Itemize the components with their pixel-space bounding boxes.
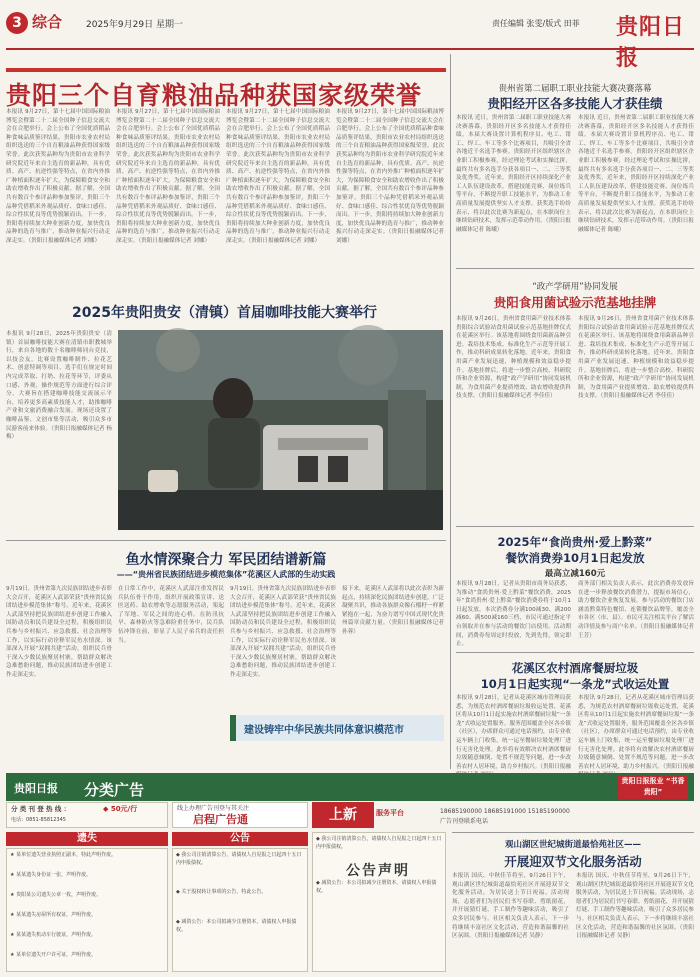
militia-body-col1: 9月19日，贵州省第九次民族团结进步表彰大会召开，花溪区人武部荣获“贵州省民族团结进步模范集体”称号。近年来，花溪区人武部坚持把民族团结进步创建工作融入国防动员和民兵建设全过程，积极组织民兵参与乡村振兴、应急救援、社会治理等工作，以实际行动诠释军民鱼水情深。该部深入开展“双拥共建”活动，组织民兵骨干深入少数民族聚居村寨，帮助群众解决急难愁盼问题，推动民族团结进步创建工作走深走实。: [6, 586, 112, 678]
militia-body-col2: 在日常工作中，花溪区人武部注重发挥民兵队伍骨干作用，组织开展政策宣讲、送医送药、助农增收等志愿服务活动，架起了军地、军民之间的连心桥。在防汛抗旱、森林防火等急难险重任务中，民兵队伍冲锋在前，彰显了人民子弟兵的责任担当。: [118, 586, 224, 644]
top-story-body-col2: 本报讯 9月27日，第十七届中国国际粮油博览会暨第二十二届全国种子信息交流大会在合肥举行。会上公布了全国优质稻品种食味品质鉴评结果，贵阳市农业农村局组织选送的三个自育粮油品种获得国家级荣誉。此次获奖品种均为贵阳市农业科学研究院近年来自主选育的新品种，具有优质、高产、抗逆性强等特点，在省内外推广种植面积逐年扩大，为保障粮食安全和助农增收作出了积极贡献。据了解，全国共有数百个参评品种参加鉴评，贵阳三个品种凭借稻米外观品质好、食味口感佳、综合性状优良等优势脱颖而出。下一步，贵阳将持续加大种业创新力度，加快优良品种的选育与推广，推动种业振兴行动走深走实。（贵阳日报融媒体记者 刘娜）: [116, 109, 220, 244]
militia-headline: 鱼水情深聚合力 军民团结谱新篇: [125, 552, 327, 568]
divider: [456, 526, 694, 527]
industry-body-col2: 本报讯 近日，贵州省第二届职工职业技能大赛决赛落幕，贵阳经开区多名技能人才获得佳绩。本届大赛设置计算机程序员、电工、钳工、焊工、车工等多个比赛项目，共吸引全省各地近千名选手参赛。贵阳经开区组织辖区企业职工积极参赛，经过理论考试和实操比拼，最终共有多名选手分获各项目一、二、三等奖及优秀奖。近年来，贵阳经开区持续深化产业工人队伍建设改革，搭建技能竞赛、岗位练兵等平台，不断提升职工技能水平，为推动工业高质量发展提供坚实人才支撑。获奖选手纷纷表示，将以此次比赛为新起点，在本职岗位上继续钻研技术，发挥示范带动作用。（贵阳日报融媒体记者 陈曦）: [578, 115, 694, 233]
industry-kicker: 贵州省第二届职工职业技能大赛决赛落幕: [498, 84, 652, 94]
new-service-sub: 服务平台: [376, 809, 404, 817]
headline-bar: [6, 68, 446, 72]
lost-notice-6: ★ 某单位遗失开户许可证，声明作废。: [10, 952, 97, 958]
lost-notice-3: ★ 贵阳某公司遗失公章一枚，声明作废。: [10, 892, 102, 898]
page-header: [6, 6, 694, 71]
issue-date: 2025年9月29日 星期一: [86, 20, 183, 30]
unity-banner-text: 建设铸牢中华民族共同体意识模范市: [244, 725, 404, 736]
food-subhead: 最高立减160元: [544, 569, 606, 579]
lost-notice-5: ★ 某某遗失机动车行驶证，声明作废。: [10, 932, 97, 938]
banquet-body-col2: 本报讯 9月28日，记者从花溪区城市管理局获悉，为规范农村酒席餐厨垃圾收运处置，花溪区将从10月1日起实施农村酒席餐厨垃圾“一条龙”式收运处置服务。服务范围覆盖全区各乡镇（社区），办席群众可通过电话预约，由专业收运车辆上门收集，统一运至餐厨垃圾处理厂进行无害化处理。此举将有效解决农村酒席餐厨垃圾随意倾倒、处置不规范等问题，进一步改善农村人居环境，助力乡村振兴。（贵阳日报融: [578, 695, 694, 770]
coffee-headline: 2025年贵阳贵安（清镇）首届咖啡技能大赛举行: [72, 305, 377, 321]
editor-credits: 责任编辑 张雯/版式 田菲: [492, 19, 580, 28]
public-notice-title: 公告声明: [346, 863, 410, 879]
top-story-body-col3: 本报讯 9月27日，第十七届中国国际粮油博览会暨第二十二届全国种子信息交流大会在合肥举行。会上公布了全国优质稻品种食味品质鉴评结果，贵阳市农业农村局组织选送的三个自育粮油品种获得国家级荣誉。此次获奖品种均为贵阳市农业科学研究院近年来自主选育的新品种，具有优质、高产、抗逆性强等特点，在省内外推广种植面积逐年扩大，为保障粮食安全和助农增收作出了积极贡献。据了解，全国共有数百个参评品种参加鉴评，贵阳三个品种凭借稻米外观品质好、食味口感佳、综合性状优良等优势脱颖而出。下一步，贵阳将持续加大种业创新力度，加快优良品种的选育与推广，推动种业振兴行动走深走实。（贵阳日报融媒体记者 刘娜）: [226, 109, 330, 244]
coffee-band: [6, 302, 443, 326]
unity-banner: [230, 715, 444, 741]
lost-header: 遗失: [6, 832, 168, 846]
notice-3: ◆ 减资公告：本公司拟减少注册资本，请债权人申报债权。: [176, 919, 297, 933]
new-service-box[interactable]: 上新: [312, 802, 374, 828]
notice-column: [172, 848, 308, 972]
coffee-photo: [118, 330, 443, 530]
notice-2: ◆ 关于股权转让事项的公告，特此公告。: [176, 889, 267, 895]
ad-platform-box[interactable]: [172, 802, 308, 828]
divider: [452, 832, 694, 833]
price-label: ◆ 50元/行: [103, 805, 138, 813]
fungus-headline: 贵阳食用菌试验示范基地挂牌: [493, 295, 657, 310]
reading-promo[interactable]: 贵阳日报报业 “书香贵阳”: [618, 775, 688, 799]
banquet-headline-1: 花溪区农村酒席餐厨垃圾: [511, 661, 639, 675]
notice-1: ◆ 我公司注销清算公告，请债权人自见报之日起四十五日内申报债权。: [176, 852, 302, 866]
food-body-col1: 本报讯 9月28日，记者从贵阳市商务局获悉，为推动“食尚贵州·爱上黔菜”餐饮消费，2025年“食尚贵州·爱上黔菜”餐饮消费券将于10月1日起发放。本次消费券分满100减30、满200减60、满500减160三档，市民可通过指定平台领取并在参与活动的餐饮门店使用。活动期间，消费券每周定时投放，先到先得，领完即止。: [456, 581, 571, 648]
industry-headline: 贵阳经开区各多技能人才获佳绩: [487, 96, 663, 111]
apply-label: 广告刊登联系电话: [440, 818, 489, 825]
food-kicker: 2025年“食尚贵州·爱上黔菜”: [497, 535, 653, 549]
page-number: 3: [6, 12, 28, 34]
platform-slogan: 启程广告通: [193, 813, 248, 826]
classified-phone-box: [6, 802, 168, 828]
fungus-kicker: “政产学研用”协同发展: [532, 282, 618, 292]
fungus-body-col1: 本报讯 9月26日，贵州省食用菌产业技术体系贵阳综合试验站食用菌试验示范基地挂牌仪式在花溪区举行。该基地将围绕食用菌新品种引进、栽培技术集成、标准化生产示范等开展工作，推动科研成果转化落地。近年来，贵阳食用菌产业发展迅速，种植规模和效益稳步提升。基地挂牌后，将进一步整合高校、科研院所和企业资源，构建“政产学研用”协同发展机制，为食用菌产业提质增效、助农增收提供科技支撑。（贵阳日报融媒体记者 李佳佳）: [456, 316, 571, 400]
classified-logo: 贵阳日报: [14, 782, 58, 795]
lost-notices: [6, 848, 168, 972]
community-body-col1: 本报讯 国庆、中秋佳节将至，9月26日下午，观山湖区世纪城街道最恰苑社区开展迎双节文化服务活动，为居民送上节日祝福。活动现场，志愿者们为居民们书写春联、剪纸窗花，并开展猜灯谜、手工制作等趣味活动，吸引了众多居民参与。社区相关负责人表示，下一步将继续丰富社区文化活动，营造和谐温馨的社区氛围。（贵阳日报融媒体记者 吴静）: [452, 873, 569, 940]
classified-header: [6, 773, 694, 801]
food-headline: 餐饮消费券10月1日起发放: [505, 551, 645, 565]
banquet-body-col1: 本报讯 9月28日，记者从花溪区城市管理局获悉，为规范农村酒席餐厨垃圾收运处置，花溪区将从10月1日起实施农村酒席餐厨垃圾“一条龙”式收运处置服务。服务范围覆盖全区各乡镇（社区），办席群众可通过电话预约，由专业收运车辆上门收集，统一运至餐厨垃圾处理厂进行无害化处理。此举将有效解决农村酒席餐厨垃圾随意倾倒、处置不规范等问题，进一步改善农村人居环境，助力乡村振兴。（贵阳日报融: [456, 695, 571, 770]
fungus-body-col2: 本报讯 9月26日，贵州省食用菌产业技术体系贵阳综合试验站食用菌试验示范基地挂牌仪式在花溪区举行。该基地将围绕食用菌新品种引进、栽培技术集成、标准化生产示范等开展工作，推动科研成果转化落地。近年来，贵阳食用菌产业发展迅速，种植规模和效益稳步提升。基地挂牌后，将进一步整合高校、科研院所和企业资源，构建“政产学研用”协同发展机制，为食用菌产业提质增效、助农增收提供科技支撑。（贵阳日报融媒体记者 李佳佳）: [578, 316, 694, 400]
lost-notice-4: ★ 某某遗失房屋所有权证，声明作废。: [10, 912, 97, 918]
top-headline: 贵阳三个自育粮油品种获国家级荣誉: [6, 81, 423, 110]
phone-list: 18685190000 18685191000 15185190000: [440, 808, 570, 815]
militia-body-col3: 9月19日，贵州省第九次民族团结进步表彰大会召开，花溪区人武部荣获“贵州省民族团结进步模范集体”称号。近年来，花溪区人武部坚持把民族团结进步创建工作融入国防动员和民兵建设全过程，积极组织民兵参与乡村振兴、应急救援、社会治理等工作，以实际行动诠释军民鱼水情深。该部深入开展“双拥共建”活动，组织民兵骨干深入少数民族聚居村寨，帮助群众解决急难愁盼问题，推动民族团结进步创建工作走深走实。: [230, 586, 336, 678]
public-notice-top: ◆ 我公司注销清算公告，请债权人自见报之日起四十五日内申报债权。: [316, 836, 442, 850]
section-name: 综合: [32, 13, 63, 31]
banquet-headline-2: 10月1日起实现“一条龙”式收运处置: [480, 677, 670, 691]
top-story-body-col1: 本报讯 9月27日，第十七届中国国际粮油博览会暨第二十二届全国种子信息交流大会在合肥举行。会上公布了全国优质稻品种食味品质鉴评结果，贵阳市农业农村局组织选送的三个自育粮油品种获得国家级荣誉。此次获奖品种均为贵阳市农业科学研究院近年来自主选育的新品种，具有优质、高产、抗逆性强等特点，在省内外推广种植面积逐年扩大，为保障粮食安全和助农增收作出了积极贡献。据了解，全国共有数百个参评品种参加鉴评，贵阳三个品种凭借稻米外观品质好、食味口感佳、综合性状优良等优势脱颖而出。下一步，贵阳将持续加大种业创新力度，加快优良品种的选育与推广，推动种业振兴行动走深走实。（贵阳日报融媒体记者 刘娜）: [6, 109, 110, 244]
community-body-col2: 本报讯 国庆、中秋佳节将至，9月26日下午，观山湖区世纪城街道最恰苑社区开展迎双节文化服务活动，为居民送上节日祝福。活动现场，志愿者们为居民们书写春联、剪纸窗花，并开展猜灯谜、手工制作等趣味活动，吸引了众多居民参与。社区相关负责人表示，下一步将继续丰富社区文化活动，营造和谐温馨的社区氛围。（贵阳日报融媒体记者 吴静）: [576, 873, 694, 940]
divider: [456, 268, 694, 269]
top-story-body-col4: 本报讯 9月27日，第十七届中国国际粮油博览会暨第二十二届全国种子信息交流大会在合肥举行。会上公布了全国优质稻品种食味品质鉴评结果，贵阳市农业农村局组织选送的三个自育粮油品种获得国家级荣誉。此次获奖品种均为贵阳市农业科学研究院近年来自主选育的新品种，具有优质、高产、抗逆性强等特点，在省内外推广种植面积逐年扩大，为保障粮食安全和助农增收作出了积极贡献。据了解，全国共有数百个参评品种参加鉴评，贵阳三个品种凭借稻米外观品质好、食味口感佳、综合性状优良等优势脱颖而出。下一步，贵阳将持续加大种业创新力度，加快优良品种的选育与推广，推动种业振兴行动走深走实。（贵阳日报融媒体记者 刘娜）: [336, 109, 444, 244]
militia-body-col4: 接下来，花溪区人武部将以此次表彰为新起点，持续深化民族团结进步创建，广泛凝聚共识，推动各族群众像石榴籽一样紧紧抱在一起，为奋力谱写中国式现代化贵州篇章贡献力量。（贵阳日报融媒体记者 孙蓉）: [342, 586, 444, 635]
industry-body-col1: 本报讯 近日，贵州省第二届职工职业技能大赛决赛落幕，贵阳经开区多名技能人才获得佳绩。本届大赛设置计算机程序员、电工、钳工、焊工、车工等多个比赛项目，共吸引全省各地近千名选手参赛。贵阳经开区组织辖区企业职工积极参赛，经过理论考试和实操比拼，最终共有多名选手分获各项目一、二、三等奖及优秀奖。近年来，贵阳经开区持续深化产业工人队伍建设改革，搭建技能竞赛、岗位练兵等平台，不断提升职工技能水平，为推动工业高质量发展提供坚实人才支撑。获奖选手纷纷表示，将以此次比赛为新起点，在本职岗位上继续钻研技术，发挥示范带动作用。（贵阳日报融媒体记者 陈曦）: [456, 115, 571, 233]
classified-title: 分类广告: [84, 781, 145, 799]
phone-label: 分 类 刊 登 热 线 ：: [11, 805, 71, 813]
public-notice-body: ◆ 减资公告：本公司拟减少注册资本，请债权人申报债权。: [316, 880, 437, 894]
divider: [6, 540, 446, 541]
photo-caption: 参赛选手正在制作咖啡。: [314, 522, 370, 528]
community-headline: 开展迎双节文化服务活动: [504, 854, 642, 869]
community-kicker: 观山湖区世纪城街道最恰苑社区——: [504, 840, 641, 850]
newspaper-logo: 贵阳日报: [616, 14, 686, 71]
lost-notice-2: ★ 某某遗失身份证一张，声明作废。: [10, 872, 92, 878]
contact-phone: 电话：0851-85812345: [11, 817, 66, 823]
divider: [456, 652, 694, 653]
coffee-body: 本报讯 9月28日，2025年贵阳贵安（清镇）首届咖啡技能大赛在清镇市职教城举行，来自各地的数十名咖啡师同台竞技，以技会友。比赛设置咖啡制作、拉花艺术、创意特调等项目，选手们在规定时间内完成萃取、打奶、拉花等环节，评委从口感、外观、操作规范等方面进行综合评分。大赛旨在搭建咖啡技能交流展示平台，培养更多高素质技能人才，助推咖啡产业和文旅消费融合发展。现场还设置了咖啡品鉴、文创市集等活动，吸引众多市民游客前来体验。（贵阳日报融媒体记者 杨梅）: [6, 331, 112, 441]
food-body-col2: 商务部门相关负责人表示，此次消费券发放旨在进一步释放餐饮消费潜力，提振市场信心，助力餐饮企业恢复发展。参与活动的餐饮门店涵盖黔菜特色餐馆、连锁餐饮品牌等，覆盖全市各区（市、县）。市民可关注相关平台了解活动详情及参与商户名单。（贵阳日报融媒体记者 王芳）: [578, 581, 694, 639]
militia-subhead: ——“贵州省民族团结进步模范集体”花溪区人武部的生动实践: [116, 570, 336, 579]
photo-illustration: [118, 330, 443, 530]
column-divider: [450, 54, 451, 769]
notice-header: 公告: [172, 832, 308, 846]
lost-notice-1: ★ 某单位遗失营业执照正副本，特此声明作废。: [10, 852, 117, 858]
platform-slogan-top: 线上办理广告刊登与其关注: [177, 805, 250, 812]
